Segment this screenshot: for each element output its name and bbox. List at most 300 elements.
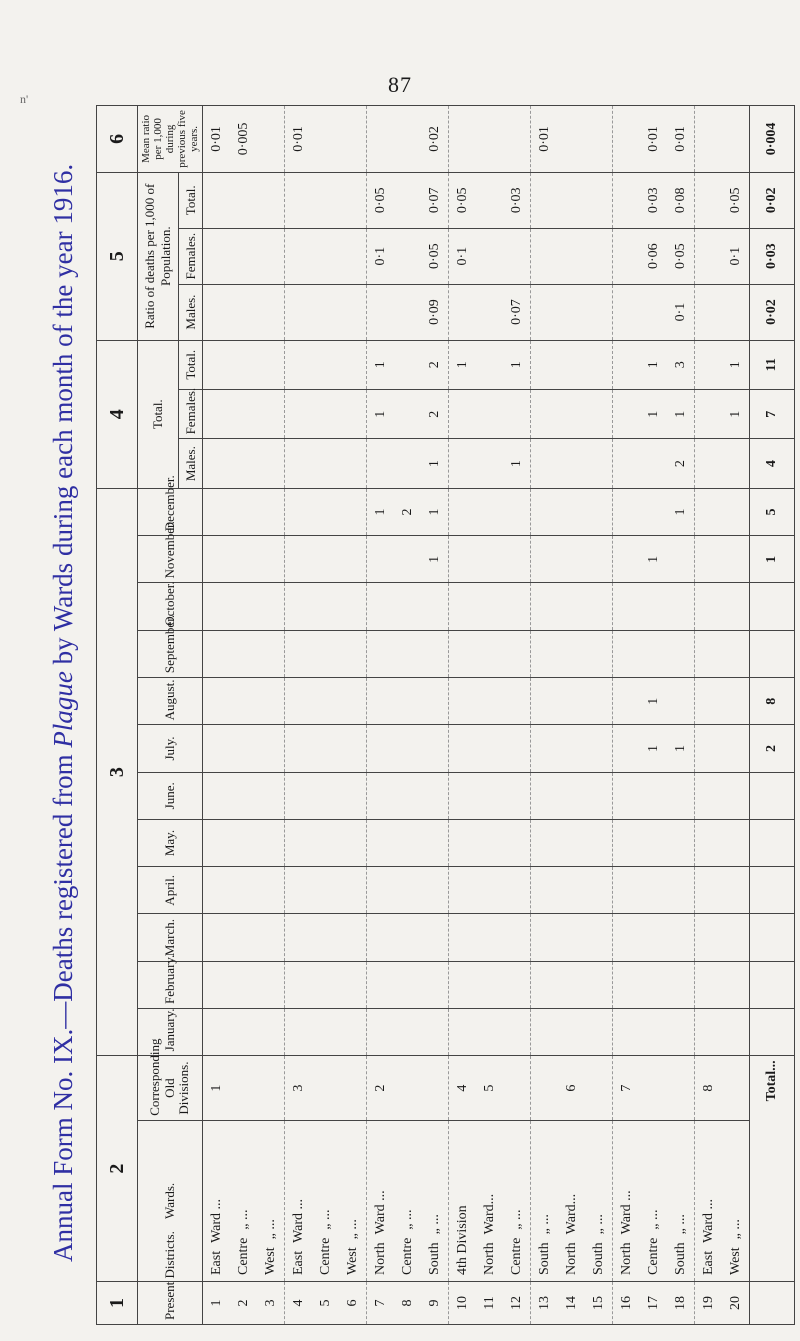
value-total: [285, 340, 313, 389]
month-value: [640, 583, 667, 630]
month-value: [585, 819, 613, 866]
value-total: 1: [503, 340, 531, 389]
month-value: [722, 488, 750, 535]
ward-name: [667, 1120, 695, 1281]
month-value: [613, 914, 641, 961]
ward-label: South: [536, 1242, 552, 1276]
page-number: 87: [388, 72, 412, 97]
ward-name: [640, 1120, 667, 1281]
month-value: 1: [640, 536, 667, 583]
value-females: [312, 389, 339, 438]
value-r-f: [503, 228, 531, 284]
month-value: [640, 1009, 667, 1056]
month-value: [257, 583, 285, 630]
month-value: 1: [421, 536, 449, 583]
month-value: [503, 583, 531, 630]
value-r-f: 0·06: [640, 228, 667, 284]
month-value: 1: [640, 725, 667, 772]
value-r-t: 0·08: [667, 172, 695, 228]
ward-name: [695, 1120, 723, 1281]
value-r-t: 0·05: [367, 172, 395, 228]
month-value: [285, 961, 313, 1008]
ward-suffix: „ ...: [727, 1219, 743, 1240]
ward-suffix: Ward...: [481, 1193, 497, 1235]
month-value: [585, 630, 613, 677]
ward-label: South: [672, 1242, 688, 1276]
value-total: 2: [421, 340, 449, 389]
month-value: [339, 772, 367, 819]
month-value: [421, 867, 449, 914]
total-mean: 0·004: [750, 106, 795, 173]
old-division: 4: [449, 1056, 477, 1120]
value-r-f: 0·05: [421, 228, 449, 284]
month-value: [339, 630, 367, 677]
table-row: [640, 106, 667, 1325]
col-num-6: 6: [97, 106, 138, 173]
district-number: 18: [667, 1282, 695, 1325]
total-month-value: 1: [750, 536, 795, 583]
total-r-m: 0·02: [750, 284, 795, 340]
month-value: [230, 488, 257, 535]
value-total: [695, 340, 723, 389]
value-mean: [312, 106, 339, 173]
value-r-m: [285, 284, 313, 340]
value-r-t: [585, 172, 613, 228]
month-value: [695, 1009, 723, 1056]
month-value: [531, 536, 559, 583]
month-value: [285, 630, 313, 677]
ratio-females-header: Females.: [179, 228, 203, 284]
month-value: [230, 725, 257, 772]
value-females: [613, 389, 641, 438]
total-month-value: [750, 867, 795, 914]
month-value: [367, 725, 395, 772]
month-value: [367, 678, 395, 725]
value-r-f: [312, 228, 339, 284]
value-r-m: [585, 284, 613, 340]
ward-suffix: „ ...: [672, 1214, 688, 1235]
value-r-m: [312, 284, 339, 340]
old-division: [503, 1056, 531, 1120]
month-value: [476, 914, 503, 961]
month-value: [476, 536, 503, 583]
value-females: [531, 389, 559, 438]
ratio-group-header: Ratio of deaths per 1,000 of Population.: [138, 172, 179, 340]
ward-name: [722, 1120, 750, 1281]
value-r-t: 0·03: [640, 172, 667, 228]
ward-suffix: „ ...: [508, 1209, 524, 1230]
value-females: 1: [722, 389, 750, 438]
old-division: 8: [695, 1056, 723, 1120]
month-value: [585, 725, 613, 772]
value-males: [695, 439, 723, 488]
district-number: 10: [449, 1282, 477, 1325]
value-females: [394, 389, 421, 438]
value-females: 1: [367, 389, 395, 438]
table-row: [531, 106, 559, 1325]
month-header-12: December.: [138, 488, 203, 535]
value-r-f: [203, 228, 231, 284]
value-males: [722, 439, 750, 488]
month-value: [312, 914, 339, 961]
value-r-t: [394, 172, 421, 228]
ward-name: [585, 1120, 613, 1281]
table-rotated-container: [96, 105, 796, 1325]
month-value: [257, 772, 285, 819]
value-males: [558, 439, 585, 488]
month-value: [558, 725, 585, 772]
ward-label: North: [563, 1242, 579, 1276]
header-row: [138, 106, 179, 1325]
district-number: 12: [503, 1282, 531, 1325]
month-value: [421, 961, 449, 1008]
total-month-value: [750, 772, 795, 819]
month-value: [640, 488, 667, 535]
value-r-f: [531, 228, 559, 284]
present-districts-header: Present Districts.: [138, 1282, 203, 1325]
value-r-t: [312, 172, 339, 228]
month-value: [339, 961, 367, 1008]
old-division: 1: [203, 1056, 231, 1120]
value-mean: 0·01: [203, 106, 231, 173]
col-num-3: 3: [97, 488, 138, 1055]
month-value: [531, 819, 559, 866]
value-r-m: [394, 284, 421, 340]
value-mean: 0·01: [640, 106, 667, 173]
month-value: [203, 867, 231, 914]
ward-name: [257, 1120, 285, 1281]
month-value: [613, 1009, 641, 1056]
month-value: [203, 961, 231, 1008]
district-number: 16: [613, 1282, 641, 1325]
month-value: [695, 725, 723, 772]
old-division: [585, 1056, 613, 1120]
value-r-t: [285, 172, 313, 228]
month-header-6: June.: [138, 772, 203, 819]
total-group-header: Total.: [138, 340, 179, 488]
old-division: [339, 1056, 367, 1120]
month-value: [449, 583, 477, 630]
value-males: [531, 439, 559, 488]
table-row: [203, 106, 231, 1325]
month-value: [613, 583, 641, 630]
old-division: 3: [285, 1056, 313, 1120]
month-value: [695, 914, 723, 961]
month-value: [695, 488, 723, 535]
month-value: [613, 819, 641, 866]
table-row: [585, 106, 613, 1325]
month-value: [394, 961, 421, 1008]
month-value: [722, 819, 750, 866]
table-row: [449, 106, 477, 1325]
district-number: 14: [558, 1282, 585, 1325]
month-value: [312, 630, 339, 677]
ward-suffix: Ward ...: [618, 1190, 634, 1235]
month-value: [722, 867, 750, 914]
month-value: [722, 914, 750, 961]
month-value: [421, 630, 449, 677]
month-value: [394, 630, 421, 677]
old-division: [421, 1056, 449, 1120]
month-value: [613, 725, 641, 772]
month-value: [203, 725, 231, 772]
table-row: [230, 106, 257, 1325]
ward-label: East: [290, 1250, 306, 1276]
month-value: [421, 678, 449, 725]
value-males: [613, 439, 641, 488]
value-mean: [367, 106, 395, 173]
month-value: [613, 536, 641, 583]
table-row: [613, 106, 641, 1325]
month-value: [394, 536, 421, 583]
table-row: [394, 106, 421, 1325]
month-value: [421, 772, 449, 819]
old-division: [230, 1056, 257, 1120]
old-division: [667, 1056, 695, 1120]
value-females: [449, 389, 477, 438]
page-title: [48, 164, 79, 1262]
value-females: [285, 389, 313, 438]
wards-header: Wards.: [138, 1120, 203, 1281]
ward-suffix: Ward ...: [372, 1190, 388, 1235]
month-value: [531, 914, 559, 961]
value-r-m: [695, 284, 723, 340]
month-value: [285, 772, 313, 819]
value-total: [531, 340, 559, 389]
month-value: [667, 961, 695, 1008]
month-value: [449, 819, 477, 866]
value-males: [339, 439, 367, 488]
month-value: [476, 630, 503, 677]
value-r-m: [367, 284, 395, 340]
column-number-row: [97, 106, 138, 1325]
value-r-f: [257, 228, 285, 284]
value-r-m: [257, 284, 285, 340]
month-header-3: March.: [138, 914, 203, 961]
month-value: [203, 488, 231, 535]
value-r-m: 0·09: [421, 284, 449, 340]
value-r-m: [531, 284, 559, 340]
month-value: [203, 678, 231, 725]
value-mean: [613, 106, 641, 173]
month-value: [285, 867, 313, 914]
month-value: [449, 536, 477, 583]
month-value: [312, 961, 339, 1008]
month-value: [203, 1009, 231, 1056]
month-value: [312, 488, 339, 535]
ward-name: [613, 1120, 641, 1281]
month-value: [558, 1009, 585, 1056]
value-males: [449, 439, 477, 488]
month-header-1: January.: [138, 1009, 203, 1056]
month-value: [613, 961, 641, 1008]
district-number: 5: [312, 1282, 339, 1325]
value-males: [476, 439, 503, 488]
month-header-2: February.: [138, 961, 203, 1008]
district-number: 8: [394, 1282, 421, 1325]
month-value: 1: [421, 488, 449, 535]
district-number: 15: [585, 1282, 613, 1325]
month-value: [230, 867, 257, 914]
ward-suffix: „ ...: [235, 1209, 251, 1230]
value-r-m: 0·1: [667, 284, 695, 340]
month-value: [503, 772, 531, 819]
table-row: [421, 106, 449, 1325]
ward-label: Centre: [399, 1237, 415, 1276]
value-total: [203, 340, 231, 389]
month-value: [695, 583, 723, 630]
value-r-f: 0·1: [367, 228, 395, 284]
value-total: [613, 340, 641, 389]
district-number: 13: [531, 1282, 559, 1325]
month-value: [613, 488, 641, 535]
ward-label: West: [262, 1247, 278, 1276]
month-value: [394, 772, 421, 819]
month-value: [230, 536, 257, 583]
table-row: [722, 106, 750, 1325]
month-value: [421, 583, 449, 630]
month-value: [312, 772, 339, 819]
old-division: 5: [476, 1056, 503, 1120]
month-value: [394, 867, 421, 914]
ratio-males-header: Males.: [179, 284, 203, 340]
ward-label: North: [481, 1242, 497, 1276]
deaths-table: [96, 105, 795, 1325]
value-mean: [394, 106, 421, 173]
value-total: [257, 340, 285, 389]
month-value: [503, 488, 531, 535]
value-males: [312, 439, 339, 488]
month-value: [695, 819, 723, 866]
month-value: [367, 630, 395, 677]
month-value: [531, 772, 559, 819]
month-value: [394, 583, 421, 630]
col-num-1: 1: [97, 1282, 138, 1325]
ward-label: East: [700, 1250, 716, 1276]
month-value: [421, 725, 449, 772]
month-value: [339, 725, 367, 772]
month-value: [695, 772, 723, 819]
month-value: [585, 961, 613, 1008]
total-females-header: Females.: [179, 389, 203, 438]
month-value: [421, 914, 449, 961]
value-females: 2: [421, 389, 449, 438]
month-value: [640, 630, 667, 677]
month-value: [367, 1009, 395, 1056]
month-value: [531, 1009, 559, 1056]
month-value: [476, 819, 503, 866]
total-total-header: Total.: [179, 340, 203, 389]
value-males: 1: [421, 439, 449, 488]
value-r-f: [339, 228, 367, 284]
ward-name: [203, 1120, 231, 1281]
old-division: 6: [558, 1056, 585, 1120]
total-total: 11: [750, 340, 795, 389]
value-males: [394, 439, 421, 488]
value-r-f: [585, 228, 613, 284]
value-r-f: [230, 228, 257, 284]
table-row: [503, 106, 531, 1325]
month-value: 2: [394, 488, 421, 535]
value-females: [695, 389, 723, 438]
month-value: [449, 488, 477, 535]
total-month-value: 2: [750, 725, 795, 772]
value-r-m: [640, 284, 667, 340]
month-value: [421, 819, 449, 866]
total-spacer: [750, 1282, 795, 1325]
month-value: [585, 1009, 613, 1056]
table-row: [257, 106, 285, 1325]
month-value: [312, 536, 339, 583]
value-r-f: [695, 228, 723, 284]
ward-suffix: Ward ...: [290, 1198, 306, 1243]
month-value: [613, 678, 641, 725]
month-value: [257, 725, 285, 772]
district-number: 4: [285, 1282, 313, 1325]
month-value: [230, 630, 257, 677]
title-prefix: Annual Form No. IX.—Deaths registered from: [48, 747, 78, 1262]
month-value: [667, 678, 695, 725]
value-mean: 0·01: [285, 106, 313, 173]
ward-suffix: „ ...: [399, 1209, 415, 1230]
old-division: 2: [367, 1056, 395, 1120]
old-division: [722, 1056, 750, 1120]
month-header-10: October.: [138, 583, 203, 630]
month-value: [367, 772, 395, 819]
month-value: [203, 536, 231, 583]
month-value: [285, 819, 313, 866]
district-number: 20: [722, 1282, 750, 1325]
district-number: 1: [203, 1282, 231, 1325]
value-males: [285, 439, 313, 488]
ward-suffix: Ward ...: [700, 1198, 716, 1243]
month-value: [558, 867, 585, 914]
month-value: [257, 819, 285, 866]
ward-suffix: „ ...: [344, 1219, 360, 1240]
ward-suffix: „ ...: [645, 1209, 661, 1230]
old-division: [394, 1056, 421, 1120]
month-value: [285, 536, 313, 583]
month-value: [613, 772, 641, 819]
ward-name: [285, 1120, 313, 1281]
value-r-m: 0·07: [503, 284, 531, 340]
value-r-t: [203, 172, 231, 228]
month-value: [695, 867, 723, 914]
month-value: [558, 488, 585, 535]
value-total: 1: [640, 340, 667, 389]
value-females: [476, 389, 503, 438]
month-value: [367, 961, 395, 1008]
ward-label: North: [372, 1242, 388, 1276]
value-r-t: 0·07: [421, 172, 449, 228]
month-value: [640, 914, 667, 961]
month-header-8: August.: [138, 678, 203, 725]
value-r-f: [394, 228, 421, 284]
month-value: [531, 961, 559, 1008]
ward-label: South: [426, 1242, 442, 1276]
month-value: [476, 488, 503, 535]
month-value: [722, 678, 750, 725]
col-num-4: 4: [97, 340, 138, 488]
table-row: [367, 106, 395, 1325]
value-total: [394, 340, 421, 389]
month-header-9: September.: [138, 630, 203, 677]
month-value: [640, 961, 667, 1008]
value-r-f: [285, 228, 313, 284]
district-number: 11: [476, 1282, 503, 1325]
month-value: [695, 678, 723, 725]
month-value: [367, 914, 395, 961]
